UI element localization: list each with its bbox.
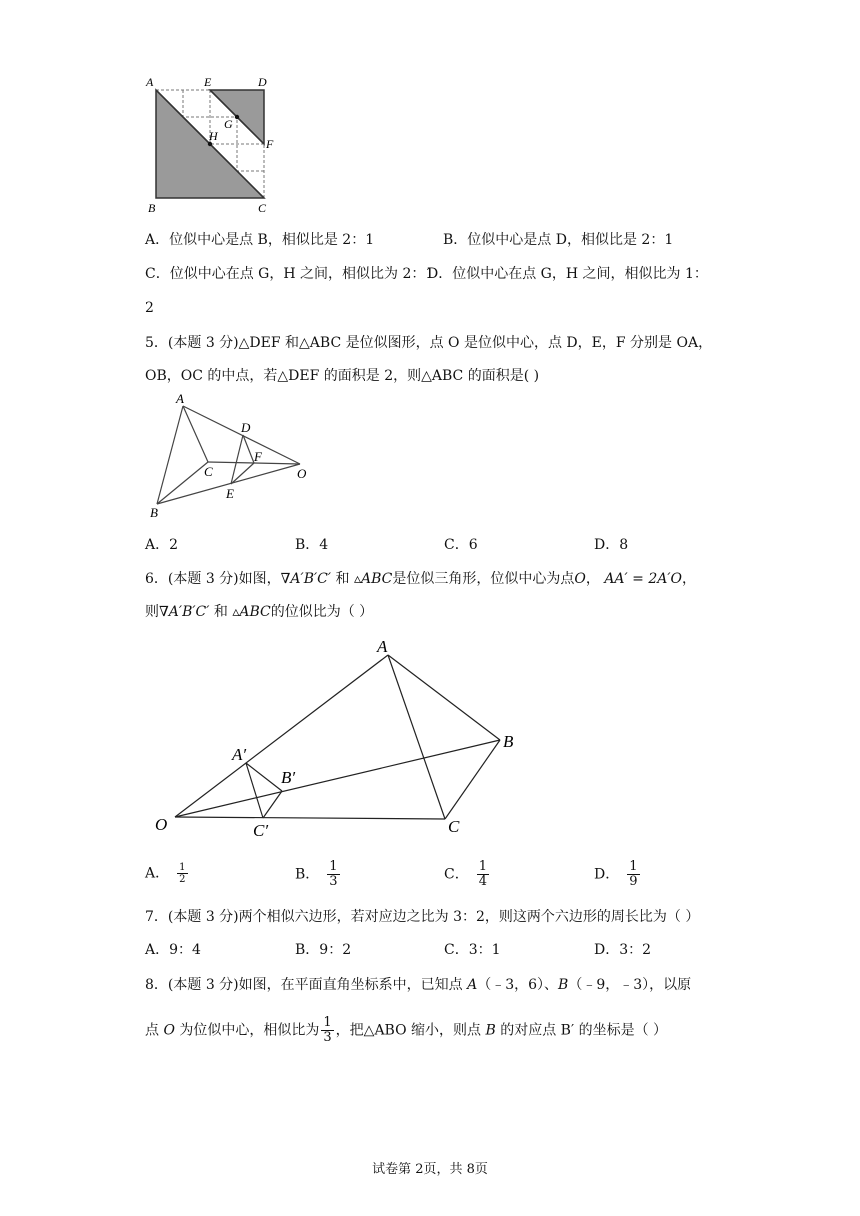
q6-option-a[interactable]: A． $\frac{1}{2}$ (145, 862, 186, 885)
q4-grid-figure (140, 72, 280, 217)
label-B: B (148, 201, 156, 215)
q6-figure (145, 630, 535, 845)
label-E: E (204, 75, 212, 89)
q6-option-c[interactable]: C． $\frac{1}{4}$ (444, 859, 487, 889)
q6-stem-line2: 则∇A′B′C′ 和 ▵ABC的位似比为（ ） (145, 604, 374, 620)
label-C-prime: C′ (253, 821, 269, 840)
q5-figure (140, 392, 320, 522)
label-F: F (254, 449, 262, 464)
page-footer: 试卷第 2页，共 8页 (372, 1162, 488, 1177)
q7-option-d[interactable]: D．3：2 (594, 942, 652, 958)
label-H: H (209, 129, 218, 143)
q4-option-a[interactable]: A．位似中心是点 B，相似比是 2：1 (145, 232, 375, 248)
q5-option-b[interactable]: B．4 (295, 537, 329, 553)
label-G: G (224, 117, 233, 131)
label-B: B (150, 505, 158, 520)
q5-option-c[interactable]: C．6 (444, 537, 478, 553)
label-O: O (297, 466, 307, 481)
q7-stem: 7．(本题 3 分)两个相似六边形，若对应边之比为 3：2，则这两个六边形的周长比为（ ） (145, 909, 700, 925)
label-D: D (258, 75, 267, 89)
label-D: D (241, 420, 251, 435)
label-C: C (448, 817, 460, 836)
q6-option-b[interactable]: B． $\frac{1}{3}$ (295, 859, 338, 889)
label-B-prime: B′ (281, 768, 296, 787)
label-E: E (226, 486, 234, 501)
label-O: O (155, 815, 168, 834)
q5-option-a[interactable]: A．2 (145, 537, 179, 553)
q4-option-b[interactable]: B．位似中心是点 D，相似比是 2：1 (443, 232, 674, 248)
label-A: A (146, 75, 154, 89)
label-A: A (377, 637, 388, 656)
q5-option-d[interactable]: D．8 (594, 537, 629, 553)
label-F: F (266, 137, 274, 151)
q7-option-b[interactable]: B．9：2 (295, 942, 352, 958)
q4-option-c[interactable]: C．位似中心在点 G，H 之间，相似比为 2：1 (145, 266, 435, 282)
label-C: C (204, 464, 213, 479)
q4-option-d[interactable]: D．位似中心在点 G，H 之间，相似比为 1： (427, 266, 708, 282)
q7-option-c[interactable]: C．3：1 (444, 942, 501, 958)
q7-option-a[interactable]: A．9：4 (145, 942, 201, 958)
q5-stem-line2: OB，OC 的中点，若△DEF 的面积是 2，则△ABC 的面积是( ) (145, 368, 540, 384)
label-A-prime: A′ (232, 745, 247, 764)
q6-option-d[interactable]: D． $\frac{1}{9}$ (594, 859, 638, 889)
q4-option-d-continued: 2 (145, 300, 154, 316)
q6-stem-line1: 6．(本题 3 分)如图，∇A′B′C′ 和 ▵ABC是位似三角形，位似中心为点O， AA′ = 2A′O， (145, 571, 697, 587)
label-C: C (258, 201, 267, 215)
label-A: A (176, 392, 184, 406)
q8-stem-line2: 点 O 为位似中心，相似比为 $\frac{1}{3}$ ，把△ABO 缩小，则点 B 的对应点 B′ 的坐标是（ ） (145, 1015, 668, 1045)
label-B: B (503, 732, 514, 751)
q8-stem-line1: 8．(本题 3 分)如图，在平面直角坐标系中，已知点 A（﹣3，6）、B（﹣9，﹣3），以原 (145, 977, 692, 993)
q5-stem-line1: 5．(本题 3 分)△DEF 和△ABC 是位似图形，点 O 是位似中心，点 D，E，F 分别是 OA， (145, 335, 713, 351)
